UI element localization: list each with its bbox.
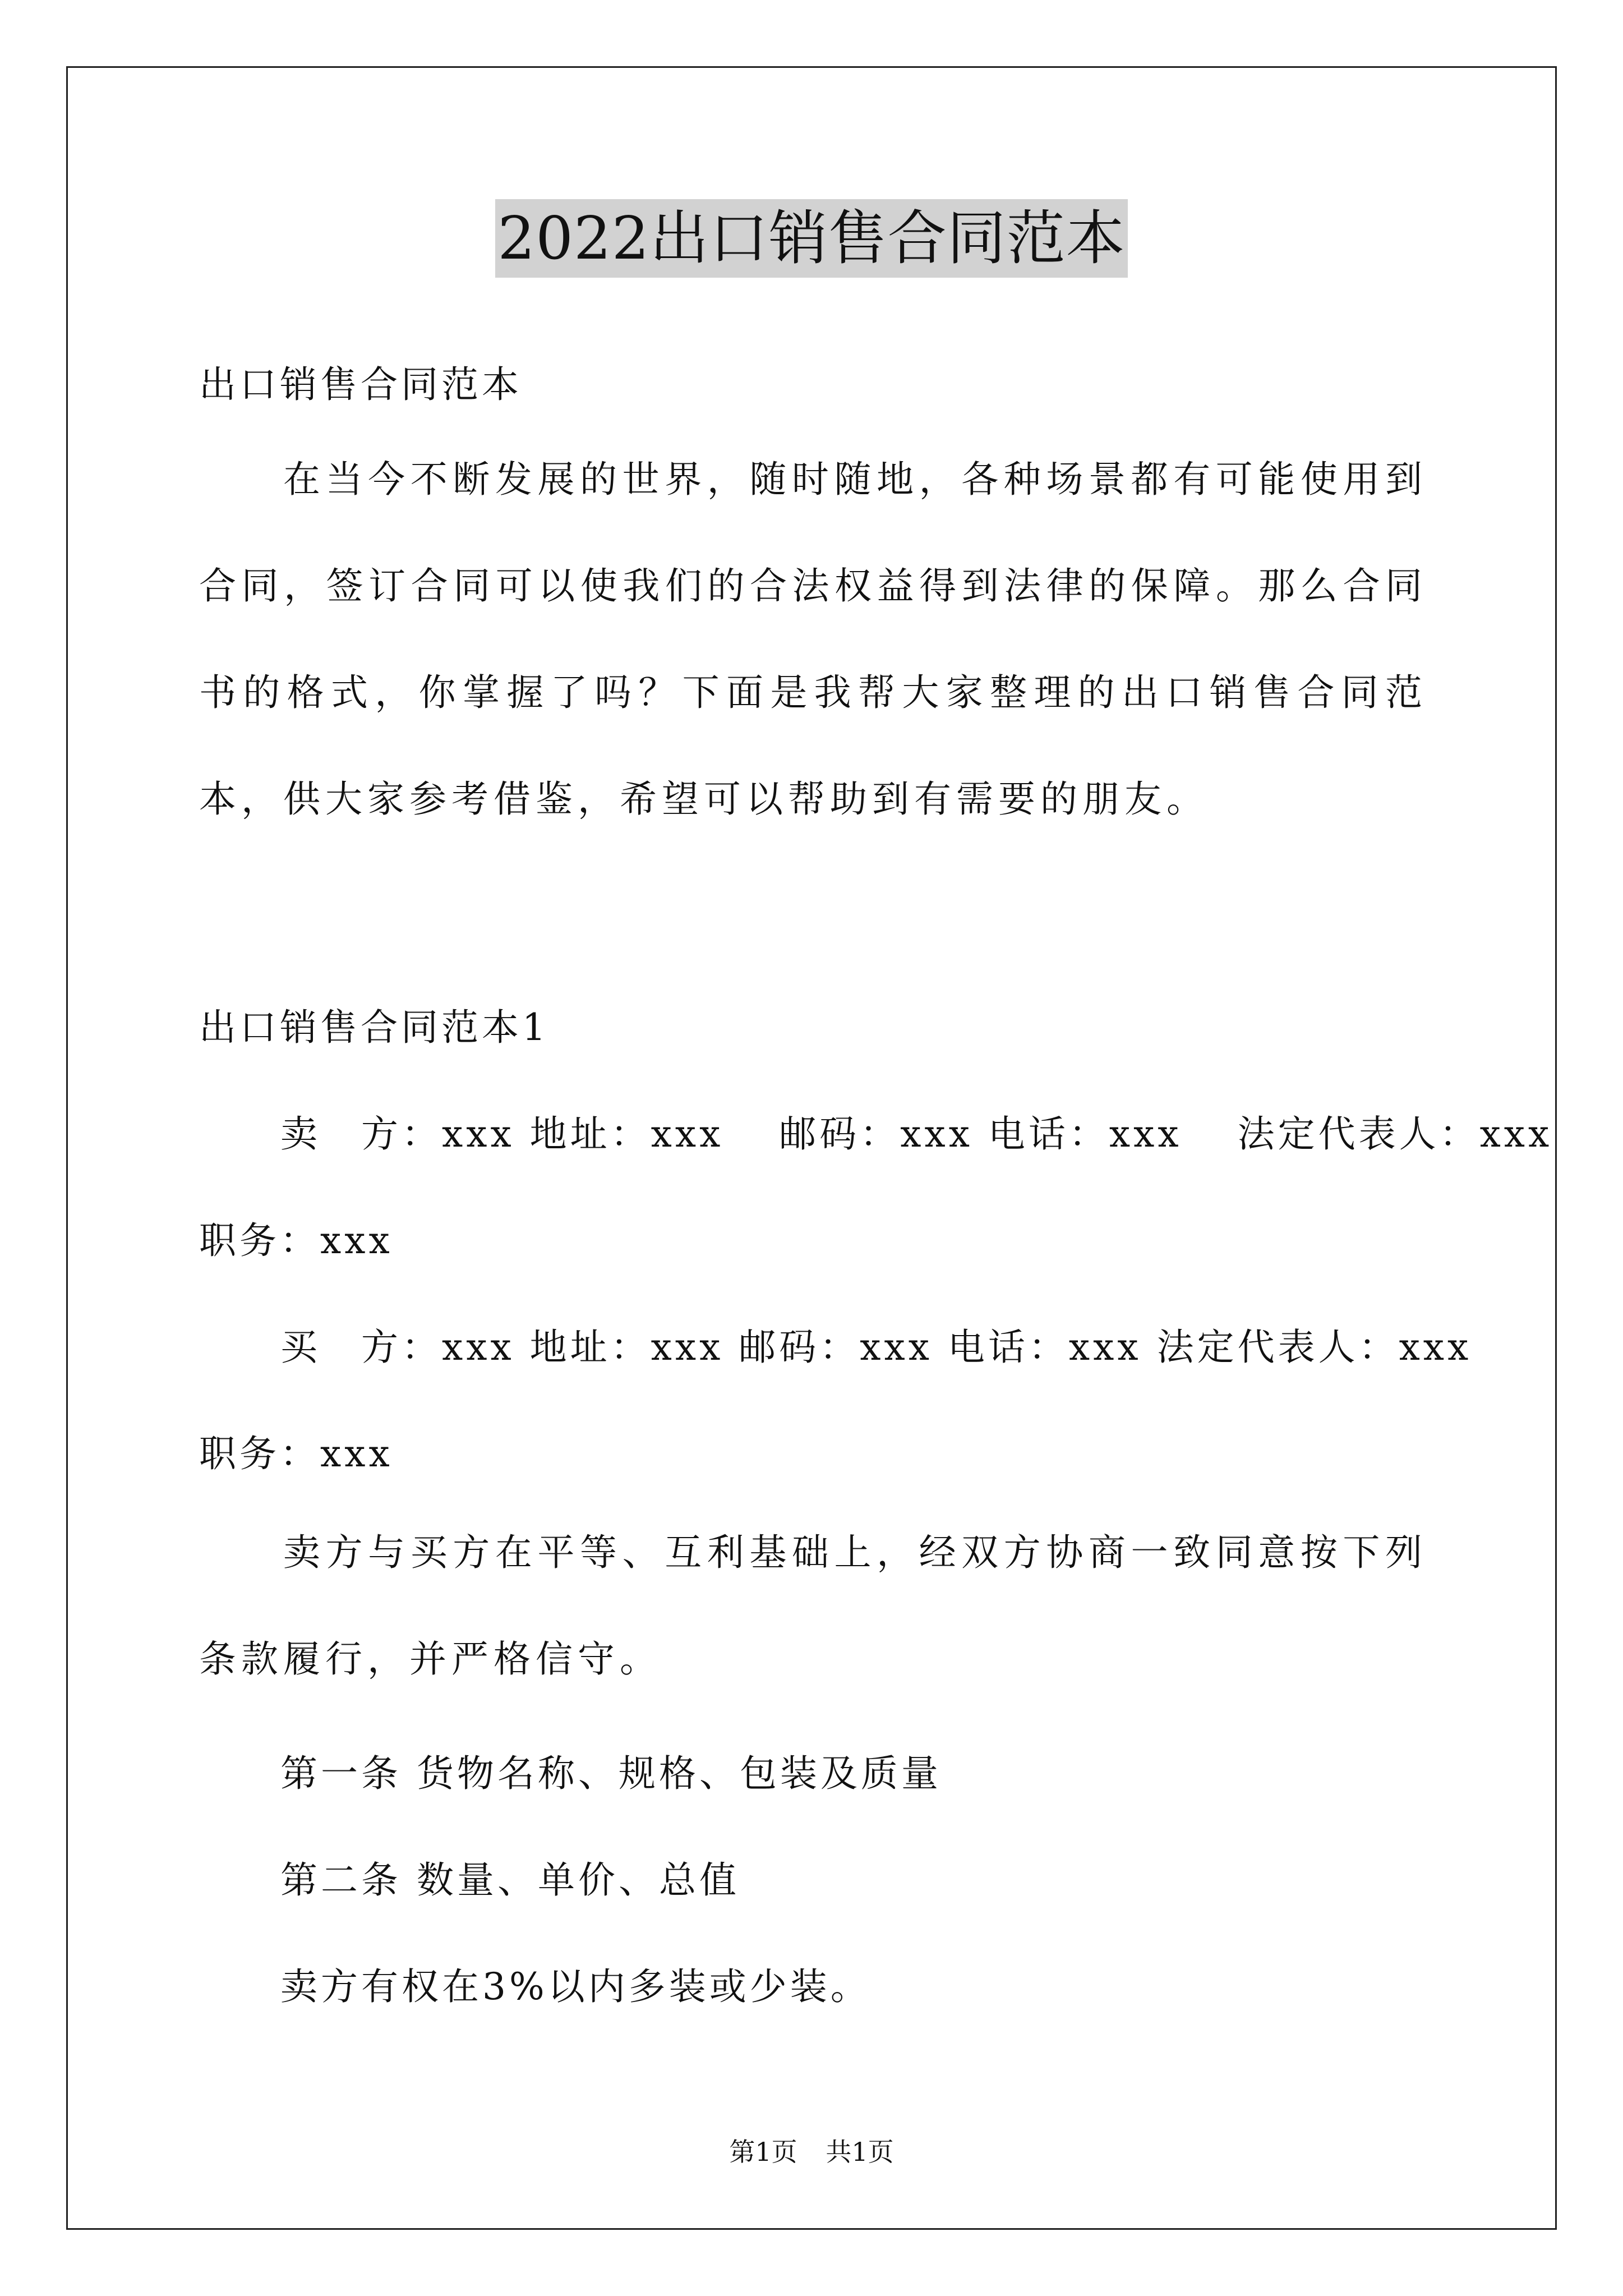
document-title: 2022出口销售合同范本: [495, 199, 1127, 278]
title-container: [0, 199, 1623, 278]
page-footer: [0, 2132, 1623, 2169]
agreement-paragraph: 卖方与买方在平等、互利基础上，经双方协商一致同意按下列条款履行，并严格信守。: [199, 1531, 1427, 1681]
document-subtitle: 出口销售合同范本: [199, 363, 522, 406]
intro-paragraph: 在当今不断发展的世界，随时随地，各种场景都有可能使用到合同，签订合同可以使我们的合法权益得到法律的保障。那么合同书的格式，你掌握了吗？下面是我帮大家整理的出口销售合同范本，供大家参考借鉴，希望可以帮助到有需要的朋友。: [199, 458, 1427, 821]
seller-info-line: 卖 方：xxx 地址：xxx 邮码：xxx 电话：xxx 法定代表人：xxx: [280, 1112, 1553, 1156]
article-one: 第一条 货物名称、规格、包装及质量: [280, 1752, 942, 1795]
total-pages: 共1页: [826, 2137, 894, 2167]
section-heading: 出口销售合同范本1: [199, 1006, 549, 1049]
quantity-note: 卖方有权在3%以内多装或少装。: [280, 1965, 871, 2008]
buyer-info-line: 买 方：xxx 地址：xxx 邮码：xxx 电话：xxx 法定代表人：xxx: [280, 1326, 1472, 1369]
page-number: 第1页: [729, 2137, 797, 2167]
seller-title-line: 职务：xxx: [199, 1219, 393, 1262]
article-two: 第二条 数量、单价、总值: [280, 1858, 740, 1902]
buyer-title-line: 职务：xxx: [199, 1432, 393, 1475]
